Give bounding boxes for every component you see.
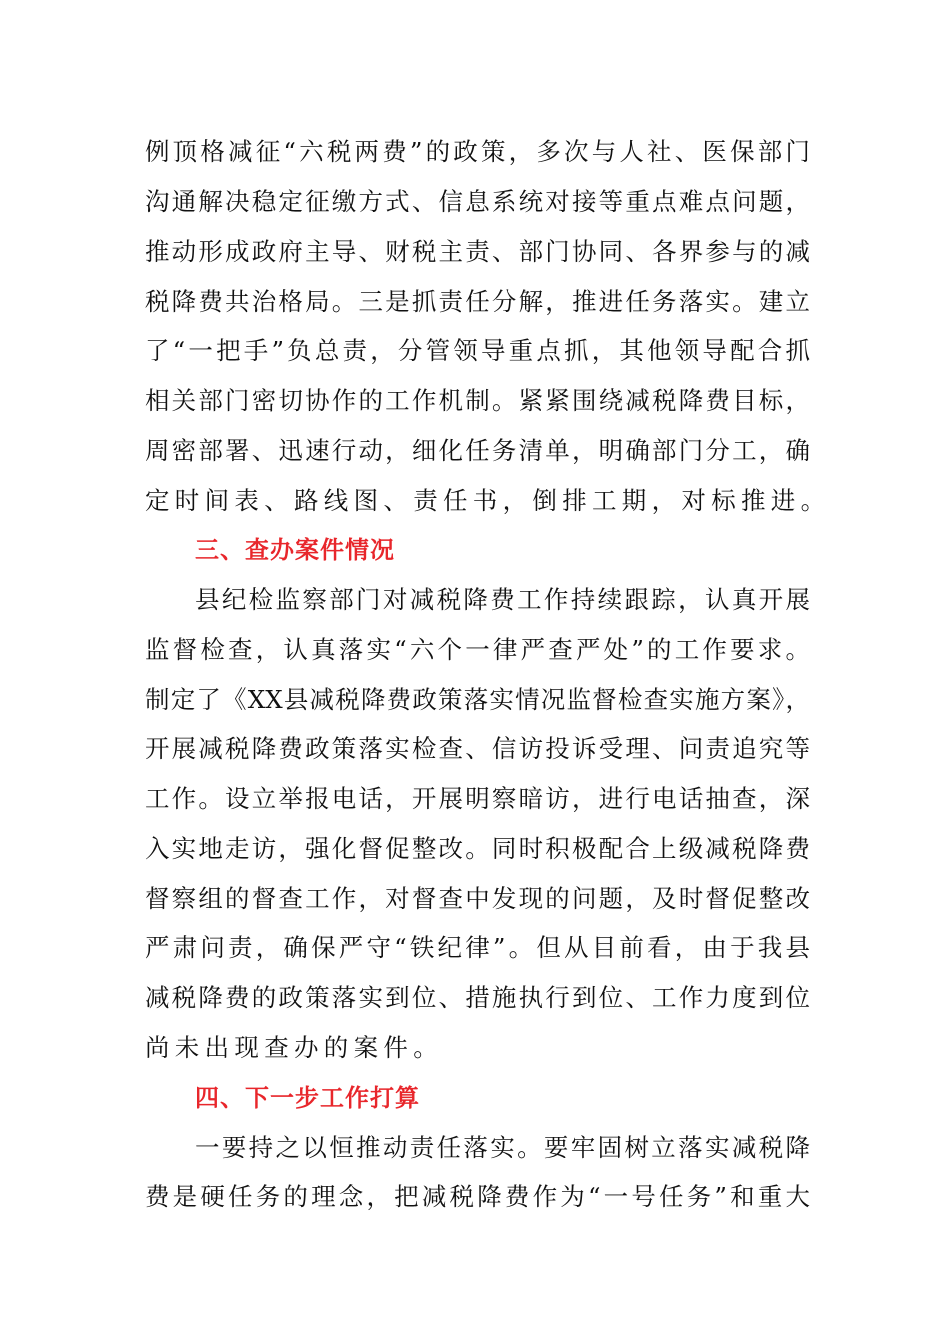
paragraph-line: 费是硬任务的理念，把减税降费作为“一号任务”和重大: [145, 1182, 810, 1211]
paragraph-line: 减税降费的政策落实到位、措施执行到位、工作力度到位: [145, 983, 810, 1012]
section-heading: 四、下一步工作打算: [195, 1084, 420, 1112]
paragraph-line: 相关部门密切协作的工作机制。紧紧围绕减税降费目标，: [145, 386, 810, 415]
paragraph-line: 监督检查，认真落实“六个一律严查严处”的工作要求。: [145, 635, 810, 664]
paragraph-line: 入实地走访，强化督促整改。同时积极配合上级减税降费: [145, 834, 810, 863]
paragraph-line: 制定了《XX县减税降费政策落实情况监督检查实施方案》，: [145, 685, 810, 714]
paragraph-line: 严肃问责，确保严守“铁纪律”。但从目前看，由于我县: [145, 933, 810, 962]
paragraph-line: 一要持之以恒推动责任落实。要牢固树立落实减税降: [195, 1133, 810, 1162]
paragraph-line: 定时间表、路线图、责任书，倒排工期，对标推进。: [145, 486, 831, 515]
paragraph-line: 工作。设立举报电话，开展明察暗访，进行电话抽查，深: [145, 784, 810, 813]
paragraph-line: 推动形成政府主导、财税主责、部门协同、各界参与的减: [145, 237, 810, 266]
paragraph-line: 例顶格减征“六税两费”的政策，多次与人社、医保部门: [145, 137, 810, 166]
paragraph-line: 县纪检监察部门对减税降费工作持续跟踪，认真开展: [195, 585, 810, 614]
paragraph-line: 税降费共治格局。三是抓责任分解，推进任务落实。建立: [145, 287, 810, 316]
paragraph-line: 开展减税降费政策落实检查、信访投诉受理、问责追究等: [145, 734, 810, 763]
paragraph-line: 了“一把手”负总责，分管领导重点抓，其他领导配合抓: [145, 336, 810, 365]
section-heading: 三、查办案件情况: [195, 536, 395, 564]
paragraph-line: 尚未出现查办的案件。: [145, 1033, 443, 1062]
paragraph-line: 沟通解决稳定征缴方式、信息系统对接等重点难点问题，: [145, 187, 810, 216]
paragraph-line: 督察组的督查工作，对督查中发现的问题，及时督促整改: [145, 884, 810, 913]
paragraph-line: 周密部署、迅速行动，细化任务清单，明确部门分工，确: [145, 436, 810, 465]
